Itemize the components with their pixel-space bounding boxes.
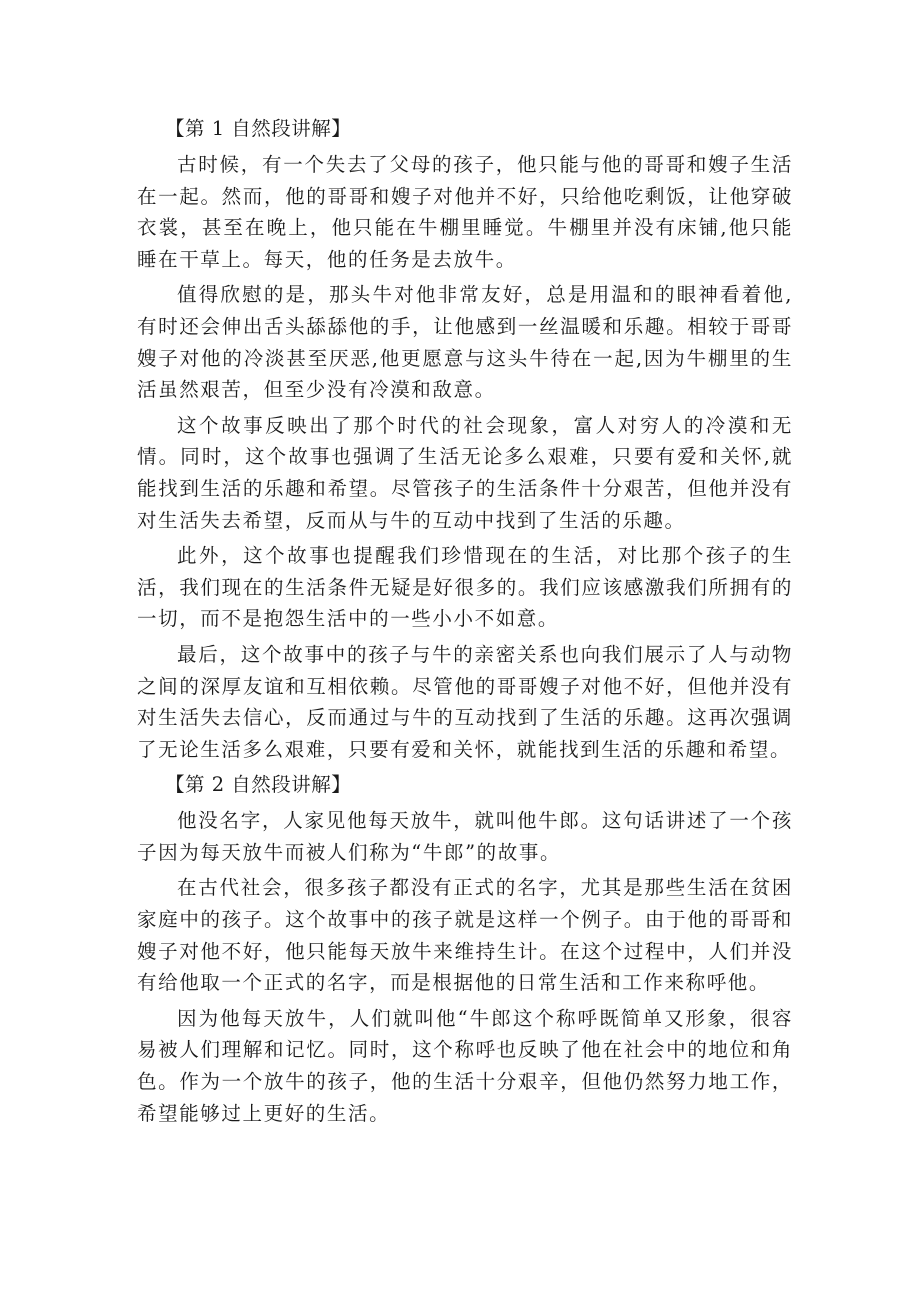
paragraph: 这个故事反映出了那个时代的社会现象，富人对穷人的冷漠和无情。同时，这个故事也强调了生活无论多么艰难，只要有爱和关怀,就能找到生活的乐趣和希望。尽管孩子的生活条件十分艰苦，但他并没有对生活失去希望，反而从与牛的互动中找到了生活的乐趣。	[137, 413, 793, 532]
paragraph: 因为他每天放牛，人们就叫他“牛郎这个称呼既简单又形象，很容易被人们理解和记忆。同时，这个称呼也反映了他在社会中的地位和角色。作为一个放牛的孩子，他的生活十分艰辛，但他仍然努力地工作，希望能够过上更好的生活。	[137, 1006, 793, 1125]
paragraph: 在古代社会，很多孩子都没有正式的名字，尤其是那些生活在贫困家庭中的孩子。这个故事中的孩子就是这样一个例子。由于他的哥哥和嫂子对他不好，他只能每天放牛来维持生计。在这个过程中，人们并没有给他取一个正式的名字，而是根据他的日常生活和工作来称呼他。	[137, 876, 793, 995]
paragraph: 古时候，有一个失去了父母的孩子，他只能与他的哥哥和嫂子生活在一起。然而，他的哥哥和嫂子对他并不好，只给他吃剩饭，让他穿破衣裳，甚至在晚上，他只能在牛棚里睡觉。牛棚里并没有床铺,他只能睡在干草上。每天，他的任务是去放牛。	[137, 153, 793, 271]
paragraph: 值得欣慰的是，那头牛对他非常友好，总是用温和的眼神看着他,有时还会伸出舌头舔舔他的手，让他感到一丝温暖和乐趣。相较于哥哥嫂子对他的冷淡甚至厌恶,他更愿意与这头牛待在一起,因为牛棚里的生活虽然艰苦，但至少没有冷漠和敌意。	[137, 283, 793, 402]
paragraph: 最后，这个故事中的孩子与牛的亲密关系也向我们展示了人与动物之间的深厚友谊和互相依赖。尽管他的哥哥嫂子对他不好，但他并没有对生活失去信心，反而通过与牛的互动找到了生活的乐趣。这再次强调了无论生活多么艰难，只要有爱和关怀，就能找到生活的乐趣和希望。	[137, 642, 793, 761]
section-heading-1: 【第 1 自然段讲解】	[165, 117, 352, 140]
document-page	[137, 113, 793, 1133]
paragraph: 此外，这个故事也提醒我们珍惜现在的生活，对比那个孩子的生活，我们现在的生活条件无疑是好很多的。我们应该感激我们所拥有的一切，而不是抱怨生活中的一些小小不如意。	[137, 544, 793, 631]
section-heading-2: 【第 2 自然段讲解】	[165, 773, 352, 797]
paragraph: 他没名字，人家见他每天放牛，就叫他牛郎。这句话讲述了一个孩子因为每天放牛而被人们称为“牛郎”的故事。	[137, 809, 793, 864]
